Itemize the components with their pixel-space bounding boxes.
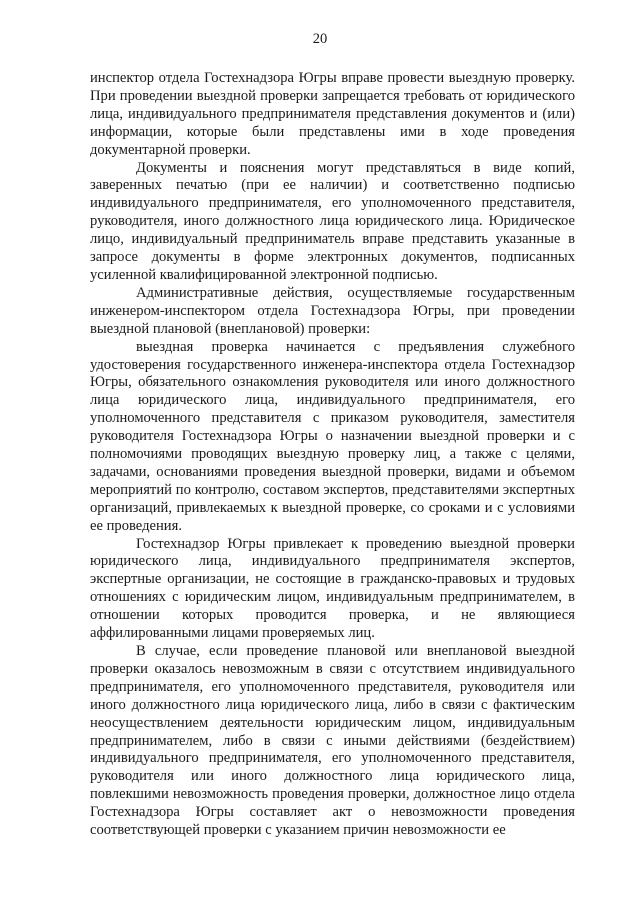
- paragraph-continuation: инспектор отдела Гостехнадзора Югры вправе провести выездную проверку. При проведении выездной проверки запрещается требовать от юридического лица, индивидуального предпринимателя представления документов и (или) информации, которые были представлены ими в ходе проведения документарной проверки.: [90, 70, 575, 158]
- page-number: 20: [312, 31, 328, 47]
- paragraph-inspection-start: выездная проверка начинается с предъявления служебного удостоверения государственного инженера-инспектора отдела Гостехнадзор Югры, обязательного ознакомления руководителя или иного должностного лица юридического лица, индивидуального предпринимателя, его уполномоченного представителя с приказом руководителя, заместителя руководителя Гостехнадзора Югры о назначении выездной проверки и с полномочиями проводящих выездную проверку лиц, а также с целями, задачами, основаниями проведения выездной проверки, видами и объемом мероприятий по контролю, составом экспертов, представителями экспертных организаций, привлекаемых к выездной проверке, со сроками и с условиями ее проведения.: [90, 338, 575, 534]
- paragraph-experts: Гостехнадзор Югры привлекает к проведению выездной проверки юридического лица, индивидуального предпринимателя экспертов, экспертные организации, не состоящие в гражданско-правовых и трудовых отношениях с юридическим лицом, индивидуальным предпринимателем, в отношении которых проводится проверка, и не являющиеся аффилированными лицами проверяемых лиц.: [90, 535, 575, 642]
- paragraph-documents: Документы и пояснения могут представляться в виде копий, заверенных печатью (при ее наличии) и соответственно подписью индивидуального предпринимателя, его уполномоченного представителя, руководителя, иного должностного лица юридического лица. Юридическое лицо, индивидуальный предприниматель вправе представить указанные в запросе документы в форме электронных документов, подписанных усиленной квалифицированной электронной подписью.: [90, 159, 575, 283]
- paragraph-admin-actions: Административные действия, осуществляемые государственным инженером-инспектором отдела Гостехнадзора Югры, при проведении выездной плановой (внеплановой) проверки:: [90, 284, 575, 337]
- document-body: [90, 70, 575, 840]
- paragraph-impossibility: В случае, если проведение плановой или внеплановой выездной проверки оказалось невозможным в связи с отсутствием индивидуального предпринимателя, его уполномоченного представителя, руководителя или иного должностного лица юридического лица, либо в связи с фактическим неосуществлением деятельности юридическим лицом, индивидуальным предпринимателем, либо в связи с иными действиями (бездействием) индивидуального предпринимателя, его уполномоченного представителя, руководителя или иного должностного лица юридического лица, повлекшими невозможность проведения проверки, должностное лицо отдела Гостехнадзора Югры составляет акт о невозможности проведения соответствующей проверки с указанием причин невозможности ее: [90, 643, 575, 839]
